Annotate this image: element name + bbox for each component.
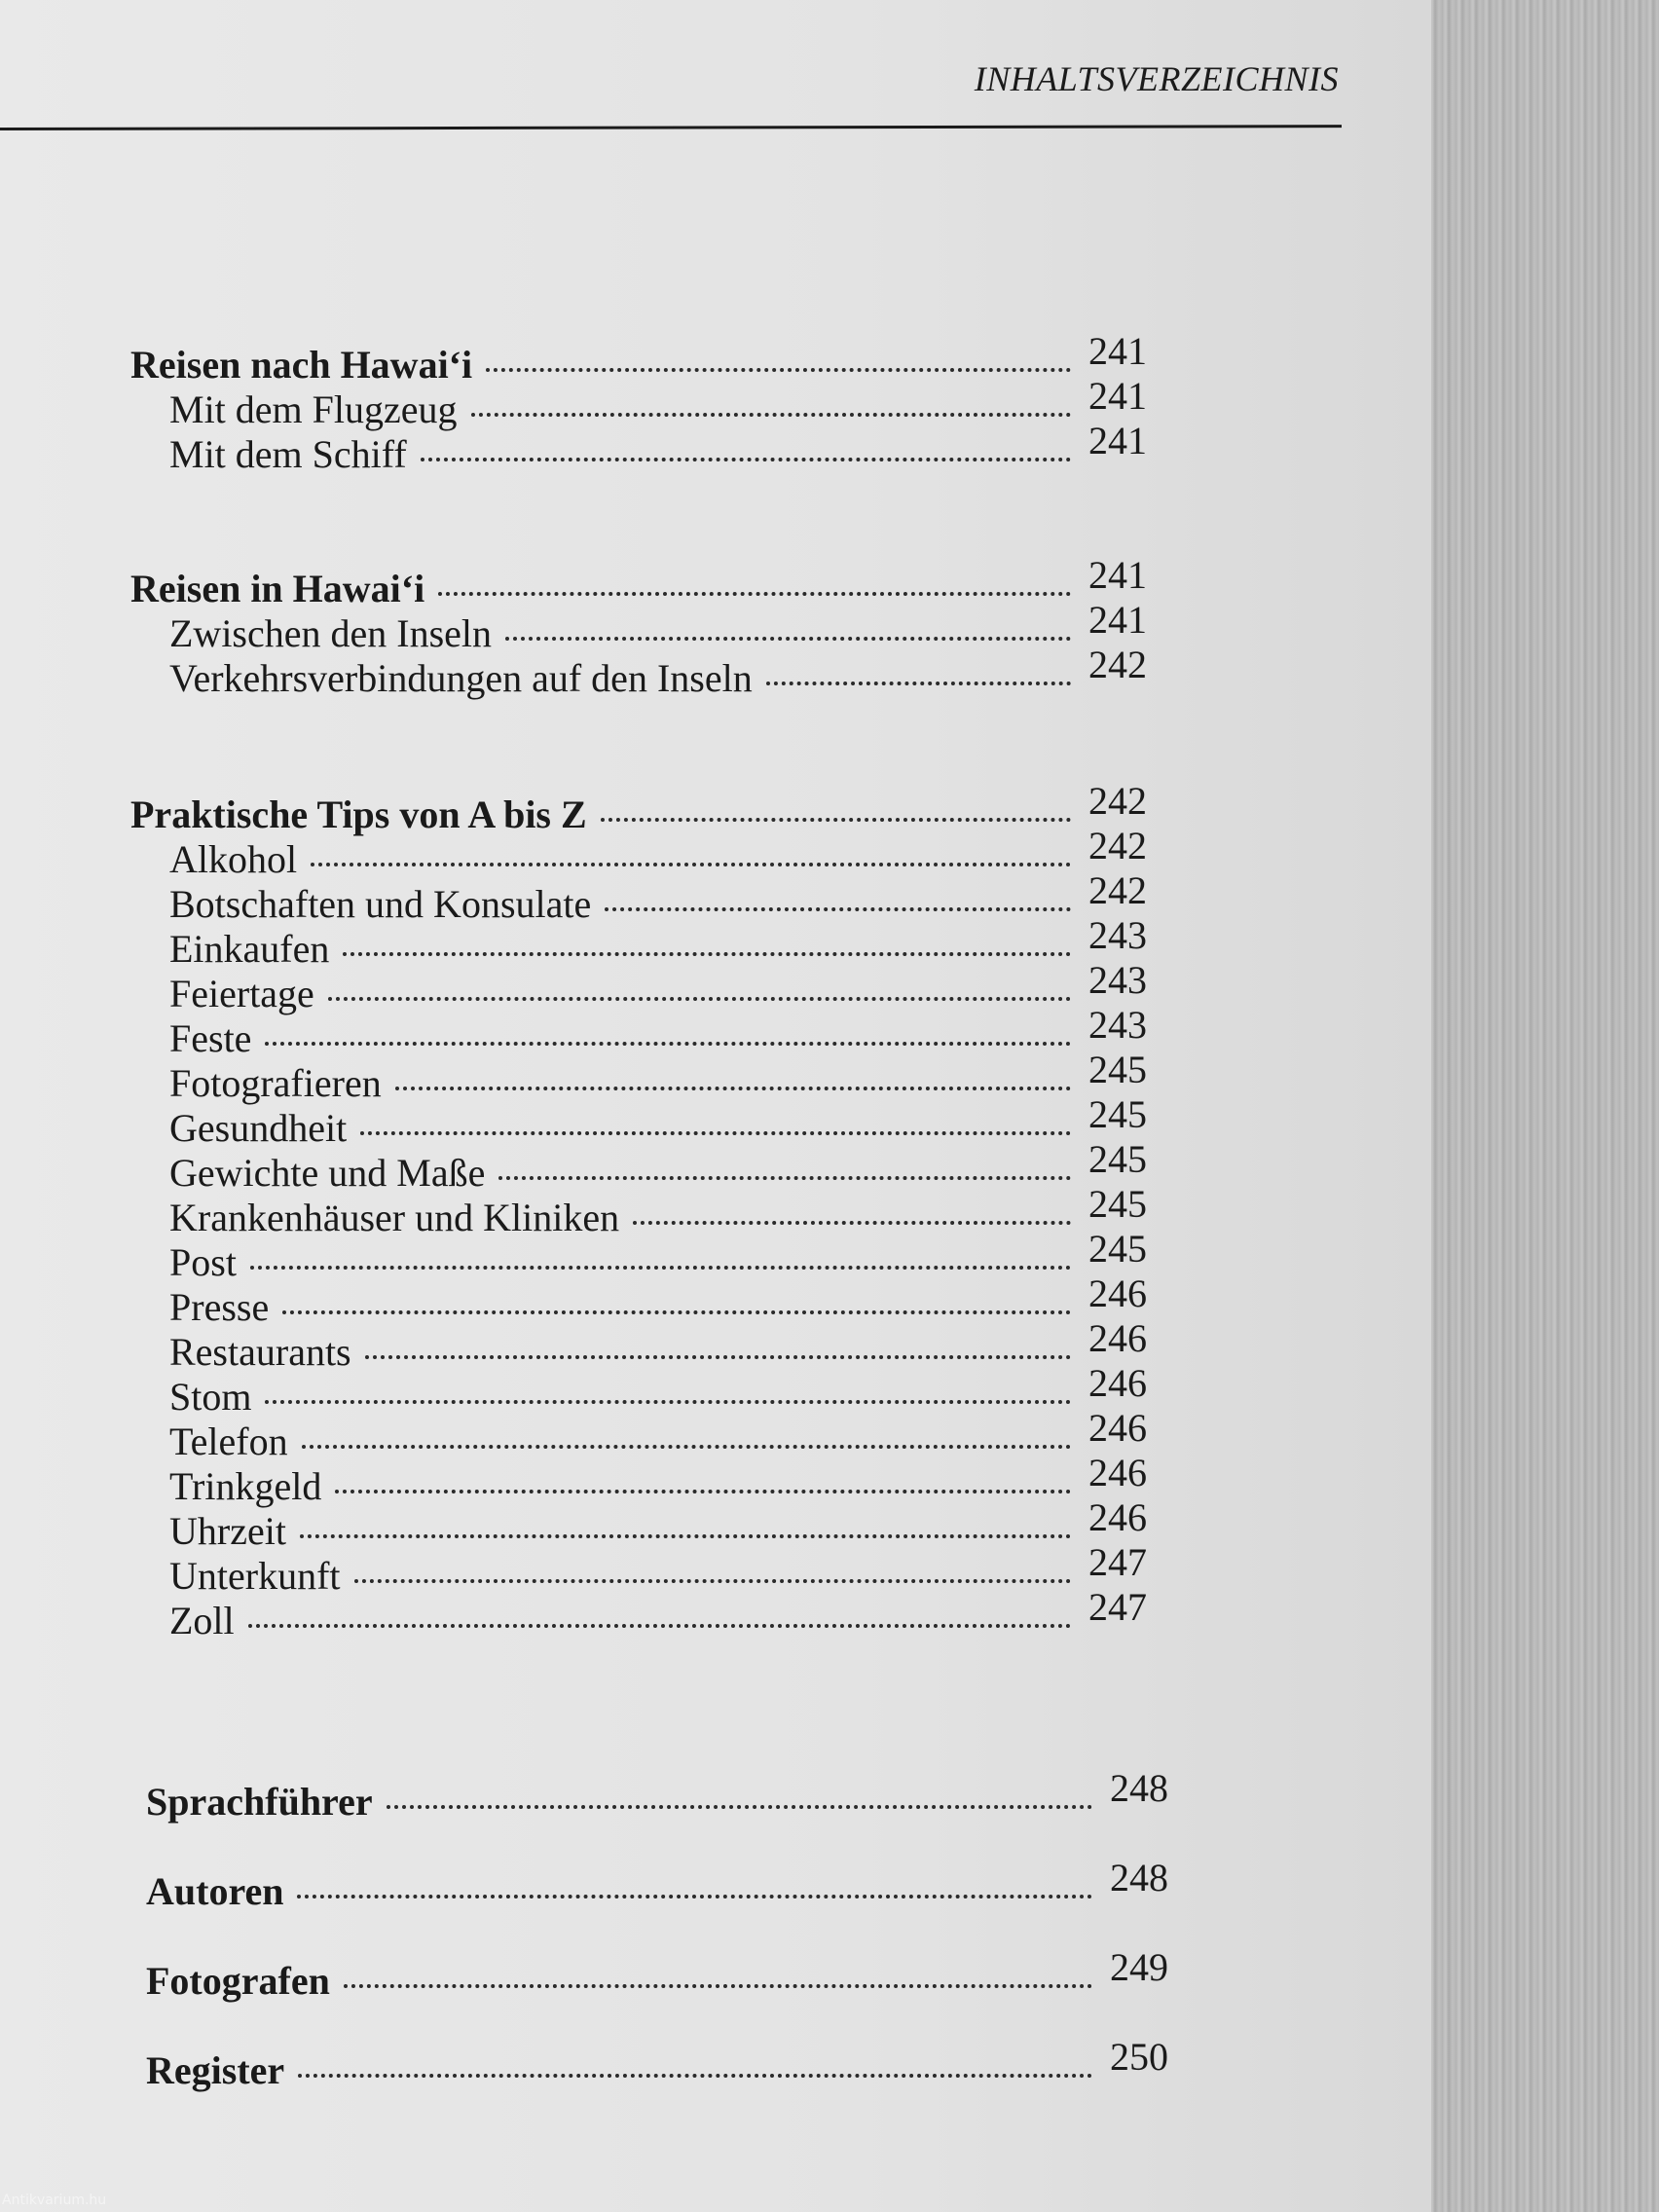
toc-label: Krankenhäuser und Kliniken: [169, 1196, 620, 1239]
page-number: 248: [1110, 1766, 1168, 1810]
page-number: 249: [1110, 1945, 1168, 1989]
toc-label: Trinkgeld: [169, 1464, 322, 1508]
toc-section-heading: [130, 329, 1147, 387]
page-number: 245: [1088, 1182, 1147, 1226]
dot-leader: [505, 637, 1071, 641]
toc-entry: [169, 1361, 1147, 1419]
toc-label: Unterkunft: [169, 1554, 341, 1598]
toc-label: Telefon: [169, 1419, 288, 1463]
dot-leader: [601, 818, 1071, 822]
page-number: 246: [1088, 1495, 1147, 1539]
dot-leader: [365, 1355, 1071, 1359]
toc-entry: [169, 1227, 1147, 1285]
toc-entry: [169, 1003, 1147, 1061]
page-number: 245: [1088, 1137, 1147, 1181]
toc-label: Restaurants: [169, 1330, 351, 1374]
toc-entry: [169, 1048, 1147, 1106]
dot-leader: [633, 1221, 1071, 1225]
page-number: 243: [1088, 958, 1147, 1002]
toc-label: Reisen nach Hawai‘i: [130, 343, 473, 387]
dot-leader: [300, 1534, 1071, 1538]
toc-label: Einkaufen: [169, 927, 330, 971]
toc-entry: [169, 1182, 1147, 1240]
dot-leader: [360, 1131, 1071, 1135]
toc-label: Gewichte und Maße: [169, 1151, 486, 1195]
page-number: 250: [1110, 2035, 1168, 2079]
toc-backmatter-entry: [146, 1766, 1168, 1825]
toc-entry: [169, 824, 1147, 882]
toc-label: Fotografen: [146, 1959, 330, 2003]
toc-label: Zwischen den Inseln: [169, 611, 493, 655]
dot-leader: [486, 368, 1071, 372]
toc-label: Mit dem Flugzeug: [169, 387, 458, 431]
toc-entry: [169, 1406, 1147, 1464]
toc-entry: [169, 1540, 1147, 1599]
toc-label: Stom: [169, 1375, 252, 1419]
dot-leader: [335, 1490, 1071, 1493]
page-number: 246: [1088, 1361, 1147, 1405]
toc-entry: [169, 868, 1147, 927]
toc-label: Sprachführer: [146, 1780, 373, 1824]
toc-backmatter-entry: [146, 2035, 1168, 2093]
toc-label: Post: [169, 1240, 237, 1284]
page-number: 241: [1088, 329, 1147, 373]
page-number: 241: [1088, 419, 1147, 462]
page-number: 246: [1088, 1316, 1147, 1360]
toc-entry: [169, 643, 1147, 701]
toc-backmatter-entry: [146, 1856, 1168, 1914]
page-number: 245: [1088, 1048, 1147, 1091]
toc-entry: [169, 913, 1147, 972]
header-rule: [0, 125, 1342, 130]
dot-leader: [766, 682, 1071, 685]
dot-leader: [297, 1895, 1092, 1899]
page-number: 241: [1088, 598, 1147, 642]
page-number: 245: [1088, 1092, 1147, 1136]
page-number: 241: [1088, 553, 1147, 597]
toc-section-heading: [130, 553, 1147, 611]
toc-entry: [169, 1316, 1147, 1375]
toc-label: Gesundheit: [169, 1106, 348, 1150]
toc-label: Alkohol: [169, 837, 298, 881]
toc-entry: [169, 374, 1147, 432]
running-head: INHALTSVERZEICHNIS: [974, 59, 1339, 98]
toc-entry: [169, 598, 1147, 656]
toc-label: Feste: [169, 1016, 252, 1060]
toc-label: Presse: [169, 1285, 270, 1329]
watermark: Antikvarium.hu: [2, 2193, 107, 2208]
toc-entry: [169, 1451, 1147, 1509]
page-number: 241: [1088, 374, 1147, 418]
page-number: 242: [1088, 779, 1147, 823]
page-number: 242: [1088, 643, 1147, 686]
page-number: 246: [1088, 1451, 1147, 1494]
page-number: 245: [1088, 1227, 1147, 1271]
page-number: 243: [1088, 1003, 1147, 1047]
dot-leader: [395, 1087, 1071, 1090]
dot-leader: [248, 1624, 1071, 1628]
dot-leader: [438, 592, 1071, 596]
background-surface: [1402, 0, 1659, 2212]
page-number: 242: [1088, 824, 1147, 867]
toc-entry: [169, 419, 1147, 477]
toc-section-heading: [130, 779, 1147, 837]
toc-label: Register: [146, 2048, 285, 2092]
dot-leader: [605, 907, 1071, 911]
toc-label: Fotografieren: [169, 1061, 382, 1105]
dot-leader: [354, 1579, 1071, 1583]
toc-entry: [169, 958, 1147, 1016]
dot-leader: [265, 1042, 1071, 1046]
page-number: 247: [1088, 1585, 1147, 1629]
dot-leader: [328, 997, 1071, 1001]
toc-label: Uhrzeit: [169, 1509, 286, 1553]
dot-leader: [344, 1984, 1092, 1988]
toc-label: Reisen in Hawai‘i: [130, 567, 425, 610]
toc-label: Feiertage: [169, 972, 314, 1015]
toc-entry: [169, 1495, 1147, 1554]
dot-leader: [250, 1266, 1071, 1270]
toc-label: Praktische Tips von A bis Z: [130, 793, 587, 836]
toc-label: Botschaften und Konsulate: [169, 882, 592, 926]
page-number: 243: [1088, 913, 1147, 957]
toc-label: Autoren: [146, 1869, 284, 1913]
dot-leader: [298, 2074, 1092, 2078]
toc-entry: [169, 1585, 1147, 1643]
toc-label: Zoll: [169, 1599, 235, 1642]
dot-leader: [471, 413, 1071, 417]
dot-leader: [282, 1310, 1071, 1314]
toc-backmatter-entry: [146, 1945, 1168, 2004]
dot-leader: [265, 1400, 1071, 1404]
page-number: 248: [1110, 1856, 1168, 1899]
dot-leader: [302, 1445, 1071, 1449]
toc-entry: [169, 1092, 1147, 1151]
page-number: 246: [1088, 1272, 1147, 1315]
toc-entry: [169, 1137, 1147, 1196]
dot-leader: [498, 1176, 1071, 1180]
dot-leader: [387, 1805, 1092, 1809]
dot-leader: [311, 863, 1071, 866]
dot-leader: [343, 952, 1071, 956]
page-number: 247: [1088, 1540, 1147, 1584]
toc-entry: [169, 1272, 1147, 1330]
page-number: 242: [1088, 868, 1147, 912]
toc-label: Mit dem Schiff: [169, 432, 407, 476]
dot-leader: [421, 458, 1071, 461]
page-number: 246: [1088, 1406, 1147, 1450]
toc-label: Verkehrsverbindungen auf den Inseln: [169, 656, 753, 700]
